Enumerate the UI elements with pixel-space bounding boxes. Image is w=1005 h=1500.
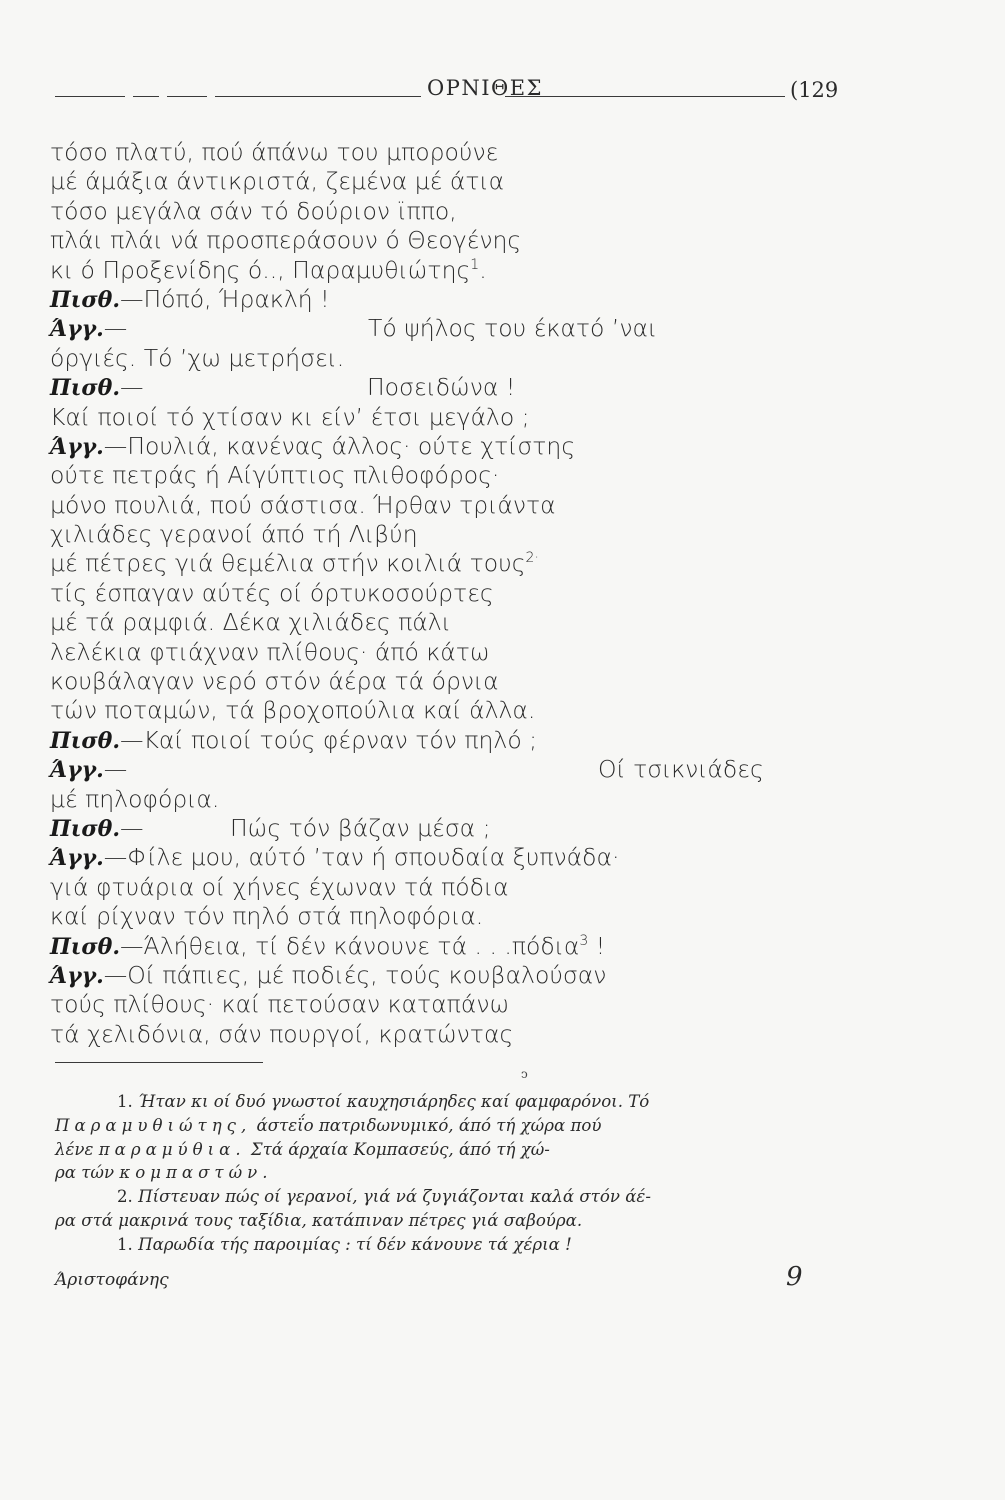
footnote-spaced-word: Παραμυθιώτης, bbox=[55, 1115, 252, 1135]
verse-tail: ! bbox=[588, 931, 606, 960]
footnote-line bbox=[55, 1114, 845, 1138]
speaker-label: Άγγ. bbox=[50, 757, 104, 784]
signature-mark: Άριστοφάνης bbox=[55, 1270, 169, 1290]
verse-line bbox=[50, 520, 810, 549]
footnotes bbox=[55, 1090, 845, 1257]
signature-number: 9 bbox=[786, 1262, 803, 1292]
speaker-label: Πισθ. bbox=[50, 727, 120, 754]
verse-text: κουβάλαγαν νερό στόν άέρα τά όρνια bbox=[50, 667, 499, 696]
verse-text: —Οί πάπιες, μέ ποδιές, τούς κουβαλούσαν bbox=[103, 960, 607, 989]
running-header bbox=[55, 72, 845, 106]
footnote-number: 1. bbox=[117, 1234, 139, 1254]
verse-line bbox=[50, 785, 810, 814]
footnote-line bbox=[55, 1161, 845, 1185]
verse-line bbox=[50, 461, 810, 490]
verse-line bbox=[50, 873, 810, 902]
verse-line bbox=[50, 932, 810, 961]
footnote-text: λένε bbox=[55, 1139, 99, 1159]
verse-text: τόσο πλατύ, πού άπάνω του μπορούνε bbox=[50, 138, 499, 166]
header-rule-segment bbox=[133, 96, 159, 97]
header-rule-segment bbox=[55, 96, 125, 97]
header-rule-segment bbox=[215, 96, 421, 97]
verse-line bbox=[50, 491, 810, 520]
verse-line bbox=[50, 432, 810, 461]
page-number: (129 bbox=[790, 78, 839, 102]
verse-line bbox=[50, 226, 810, 255]
header-rule-segment bbox=[505, 96, 785, 97]
verse-text: τά χελιδόνια, σάν πουργοί, κρατώντας bbox=[50, 1019, 514, 1048]
footnote-ref: 3 bbox=[579, 932, 589, 949]
speaker-label: Άγγ. bbox=[50, 962, 104, 989]
verse-text-continued: Πώς τόν βάζαν μέσα ; bbox=[230, 813, 491, 842]
footnote-line bbox=[55, 1138, 845, 1162]
verse-text: πλάι πλάι νά προσπεράσουν ό Θεογένης bbox=[50, 226, 522, 255]
verse-line bbox=[50, 990, 810, 1019]
verse-text: —Φίλε μου, αύτό ’ταν ή σπουδαία ξυπνάδα· bbox=[103, 843, 620, 872]
footnote-line bbox=[55, 1233, 845, 1257]
speaker-label: Άγγ. bbox=[50, 845, 104, 872]
verse-text: —Άλήθεια, τί δέν κάνουνε τά . . .πόδια bbox=[120, 931, 580, 960]
footnote-text: άστεΐο πατριδωνυμικό, άπό τή χώρα πού bbox=[251, 1115, 602, 1135]
verse-line bbox=[50, 314, 810, 343]
footnote-tail: Στά άρχαία Κομπασεύς, άπό τή χώ- bbox=[245, 1139, 550, 1159]
verse-line bbox=[50, 902, 810, 931]
verse-text-continued: Ποσειδώνα ! bbox=[367, 373, 516, 402]
verse-tail: . bbox=[479, 255, 487, 284]
header-rule-segment bbox=[167, 96, 207, 97]
footnote-rule bbox=[55, 1062, 263, 1063]
verse-line bbox=[50, 344, 810, 373]
verse-text: —Πουλιά, κανένας άλλος· ούτε χτίστης bbox=[103, 431, 576, 460]
verse-line bbox=[50, 579, 810, 608]
verse-text: — bbox=[103, 755, 128, 784]
verse-body bbox=[50, 138, 810, 1049]
footnote-text: Ήταν κι οί δυό γνωστοί καυχησιάρηδες καί φαμφαρόνοι. Τό bbox=[138, 1092, 650, 1111]
verse-text: μόνο πουλιά, πού σάστισα. Ήρθαν τριάντα bbox=[50, 490, 556, 519]
footnote-spaced-word: κομπαστών. bbox=[119, 1163, 273, 1183]
running-title: ΟΡΝΙΘΕΣ bbox=[427, 76, 543, 100]
verse-text: Καί ποιοί τό χτίσαν κι είν’ έτσι μεγάλο ; bbox=[50, 402, 530, 431]
verse-text: — bbox=[120, 813, 144, 842]
footnote-line bbox=[55, 1209, 845, 1233]
verse-text: χιλιάδες γερανοί άπό τή Λιβύη bbox=[50, 520, 418, 549]
verse-line bbox=[50, 138, 810, 167]
verse-line bbox=[50, 638, 810, 667]
speaker-label: Πισθ. bbox=[50, 815, 120, 842]
verse-line bbox=[50, 755, 810, 784]
footnote-text: ρα τών bbox=[55, 1163, 120, 1183]
verse-line bbox=[50, 608, 810, 637]
footnote-text: ρα στά μακρινά τους ταξίδια, κατάπιναν πέτρες γιά σαβούρα. bbox=[55, 1210, 583, 1230]
footnote-text: Παρωδία τής παροιμίας : τί δέν κάνουνε τά χέρια ! bbox=[138, 1234, 572, 1254]
verse-text: —Πόπό, Ήρακλή ! bbox=[120, 284, 330, 313]
footnote-text: Πίστευαν πώς οί γερανοί, γιά νά ζυγιάζονται καλά στόν άέ- bbox=[138, 1187, 651, 1207]
footnote-line bbox=[55, 1090, 845, 1114]
verse-text: τόσο μεγάλα σάν τό δούριον ϊππο, bbox=[50, 196, 457, 225]
verse-line bbox=[50, 403, 810, 432]
verse-line bbox=[50, 696, 810, 725]
verse-line bbox=[50, 285, 810, 314]
footnote-number: 2. bbox=[117, 1187, 139, 1207]
verse-line bbox=[50, 256, 810, 285]
verse-text: γιά φτυάρια οί χήνες έχωναν τά πόδια bbox=[50, 872, 509, 901]
footnote-spaced-word: παραμύθια. bbox=[98, 1139, 246, 1159]
verse-text: τούς πλίθους· καί πετούσαν καταπάνω bbox=[50, 990, 510, 1019]
verse-line bbox=[50, 961, 810, 990]
verse-text-continued: Τό ψήλος του έκατό ’ναι bbox=[368, 314, 658, 343]
verse-line bbox=[50, 843, 810, 872]
verse-line bbox=[50, 814, 810, 843]
verse-text: λελέκια φτιάχναν πλίθους· άπό κάτω bbox=[50, 637, 490, 666]
verse-line bbox=[50, 667, 810, 696]
speaker-label: Άγγ. bbox=[50, 316, 104, 343]
verse-text: ούτε πετράς ή Αίγύπτιος πλιθοφόρος· bbox=[50, 461, 500, 490]
verse-text: όργιές. Τό ’χω μετρήσει. bbox=[50, 343, 345, 372]
verse-line bbox=[50, 549, 810, 578]
speaker-label: Πισθ. bbox=[50, 375, 120, 402]
verse-text: τών ποταμών, τά βροχοπούλια καί άλλα. bbox=[50, 696, 536, 725]
verse-text: — bbox=[103, 314, 128, 343]
verse-text: μέ πέτρες γιά θεμέλια στήν κοιλιά τους bbox=[50, 549, 526, 578]
verse-line bbox=[50, 373, 810, 402]
verse-line bbox=[50, 197, 810, 226]
verse-text: καί ρίχναν τόν πηλό στά πηλοφόρια. bbox=[50, 902, 484, 931]
speaker-label: Πισθ. bbox=[50, 933, 120, 960]
verse-line bbox=[50, 726, 810, 755]
verse-text: μέ άμάξια άντικριστά, ζεμένα μέ άτια bbox=[50, 167, 505, 196]
verse-text: κι ό Προξενίδης ό.., Παραμυθιώτης bbox=[50, 255, 471, 284]
footnote-ref: 1 bbox=[470, 256, 480, 273]
verse-text-continued: Οί τσικνιάδες bbox=[598, 755, 764, 784]
verse-text: —Καί ποιοί τούς φέρναν τόν πηλό ; bbox=[120, 725, 538, 754]
speaker-label: Άγγ. bbox=[50, 433, 104, 460]
verse-text: — bbox=[120, 373, 144, 402]
footnote-ref: 2· bbox=[525, 550, 539, 567]
footnote-number: 1. bbox=[117, 1092, 139, 1111]
footnote-line bbox=[55, 1185, 845, 1209]
verse-text: τίς έσπαγαν αύτές οί όρτυκοσούρτες bbox=[50, 578, 494, 607]
verse-text: μέ τά ραμφιά. Δέκα χιλιάδες πάλι bbox=[50, 608, 451, 637]
footnote-mark: ͻ bbox=[521, 1067, 528, 1081]
verse-text: μέ πηλοφόρια. bbox=[50, 784, 220, 813]
speaker-label: Πισθ. bbox=[50, 286, 120, 313]
verse-line bbox=[50, 1020, 810, 1049]
verse-line bbox=[50, 167, 810, 196]
